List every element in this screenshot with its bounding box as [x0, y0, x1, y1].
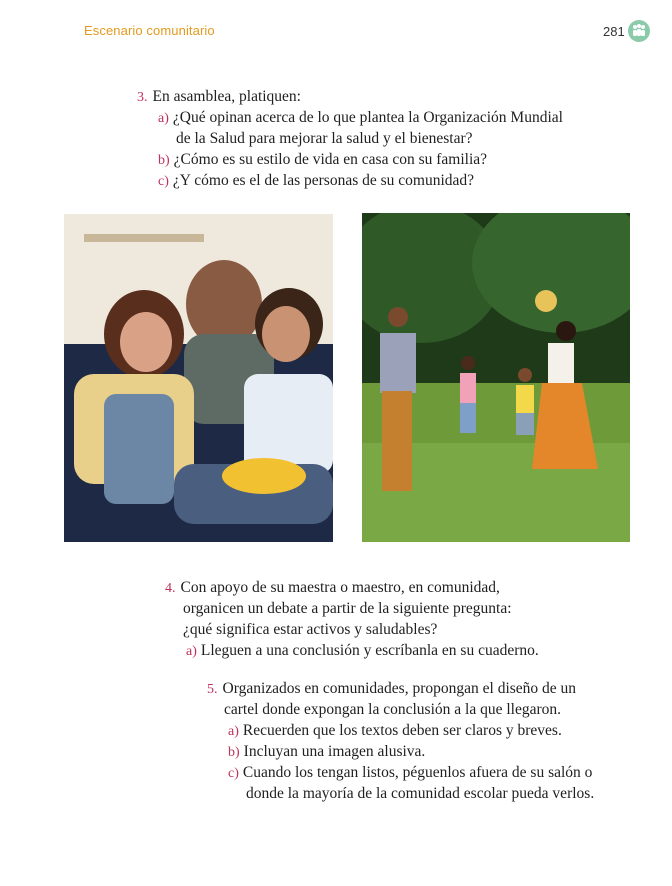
- question-text-continued: ¿qué significa estar activos y saludables?: [183, 621, 438, 638]
- section-title: Escenario comunitario: [84, 23, 215, 38]
- question-text: Con apoyo de su maestra o maestro, en comunidad,: [180, 579, 500, 596]
- item-letter: b): [228, 745, 240, 760]
- question-text-continued: organicen un debate a partir de la siguiente pregunta:: [183, 600, 512, 617]
- item-text: ¿Y cómo es el de las personas de su comunidad?: [172, 172, 475, 189]
- item-text-continued: de la Salud para mejorar la salud y el bienestar?: [176, 130, 473, 147]
- question-number: 3.: [137, 90, 148, 105]
- item-letter: c): [228, 766, 239, 781]
- item-text: Recuerden que los textos deben ser claros y breves.: [242, 722, 562, 739]
- question-5: [207, 678, 576, 700]
- item-letter: a): [186, 644, 197, 659]
- item-text: Incluyan una imagen alusiva.: [243, 743, 426, 760]
- item-letter: a): [228, 724, 239, 739]
- item-text: ¿Qué opinan acerca de lo que plantea la Organización Mundial: [172, 109, 563, 126]
- page-number: 281: [603, 24, 625, 39]
- question-text: Organizados en comunidades, propongan el diseño de un: [222, 680, 577, 697]
- item-letter: b): [158, 153, 170, 168]
- list-item: [158, 107, 563, 129]
- question-4: [165, 577, 500, 599]
- item-text: ¿Cómo es su estilo de vida en casa con su familia?: [173, 151, 488, 168]
- family-couch-photo: [64, 214, 333, 542]
- item-letter: a): [158, 111, 169, 126]
- item-text: Cuando los tengan listos, péguenlos afuera de su salón o: [242, 764, 593, 781]
- family-park-photo: [362, 213, 630, 542]
- question-3: [137, 86, 301, 108]
- item-letter: c): [158, 174, 169, 189]
- list-item: [186, 640, 539, 662]
- item-text-continued: donde la mayoría de la comunidad escolar pueda verlos.: [246, 785, 595, 802]
- question-number: 4.: [165, 581, 176, 596]
- list-item: [228, 762, 592, 784]
- item-text: Lleguen a una conclusión y escríbanla en su cuaderno.: [200, 642, 539, 659]
- list-item: [228, 720, 562, 742]
- list-item: [158, 170, 474, 192]
- list-item: [158, 149, 487, 171]
- question-number: 5.: [207, 682, 218, 697]
- question-text-continued: cartel donde expongan la conclusión a la que llegaron.: [224, 701, 561, 718]
- list-item: [228, 741, 425, 763]
- community-people-icon: [628, 20, 650, 42]
- question-text: En asamblea, platiquen:: [152, 88, 301, 105]
